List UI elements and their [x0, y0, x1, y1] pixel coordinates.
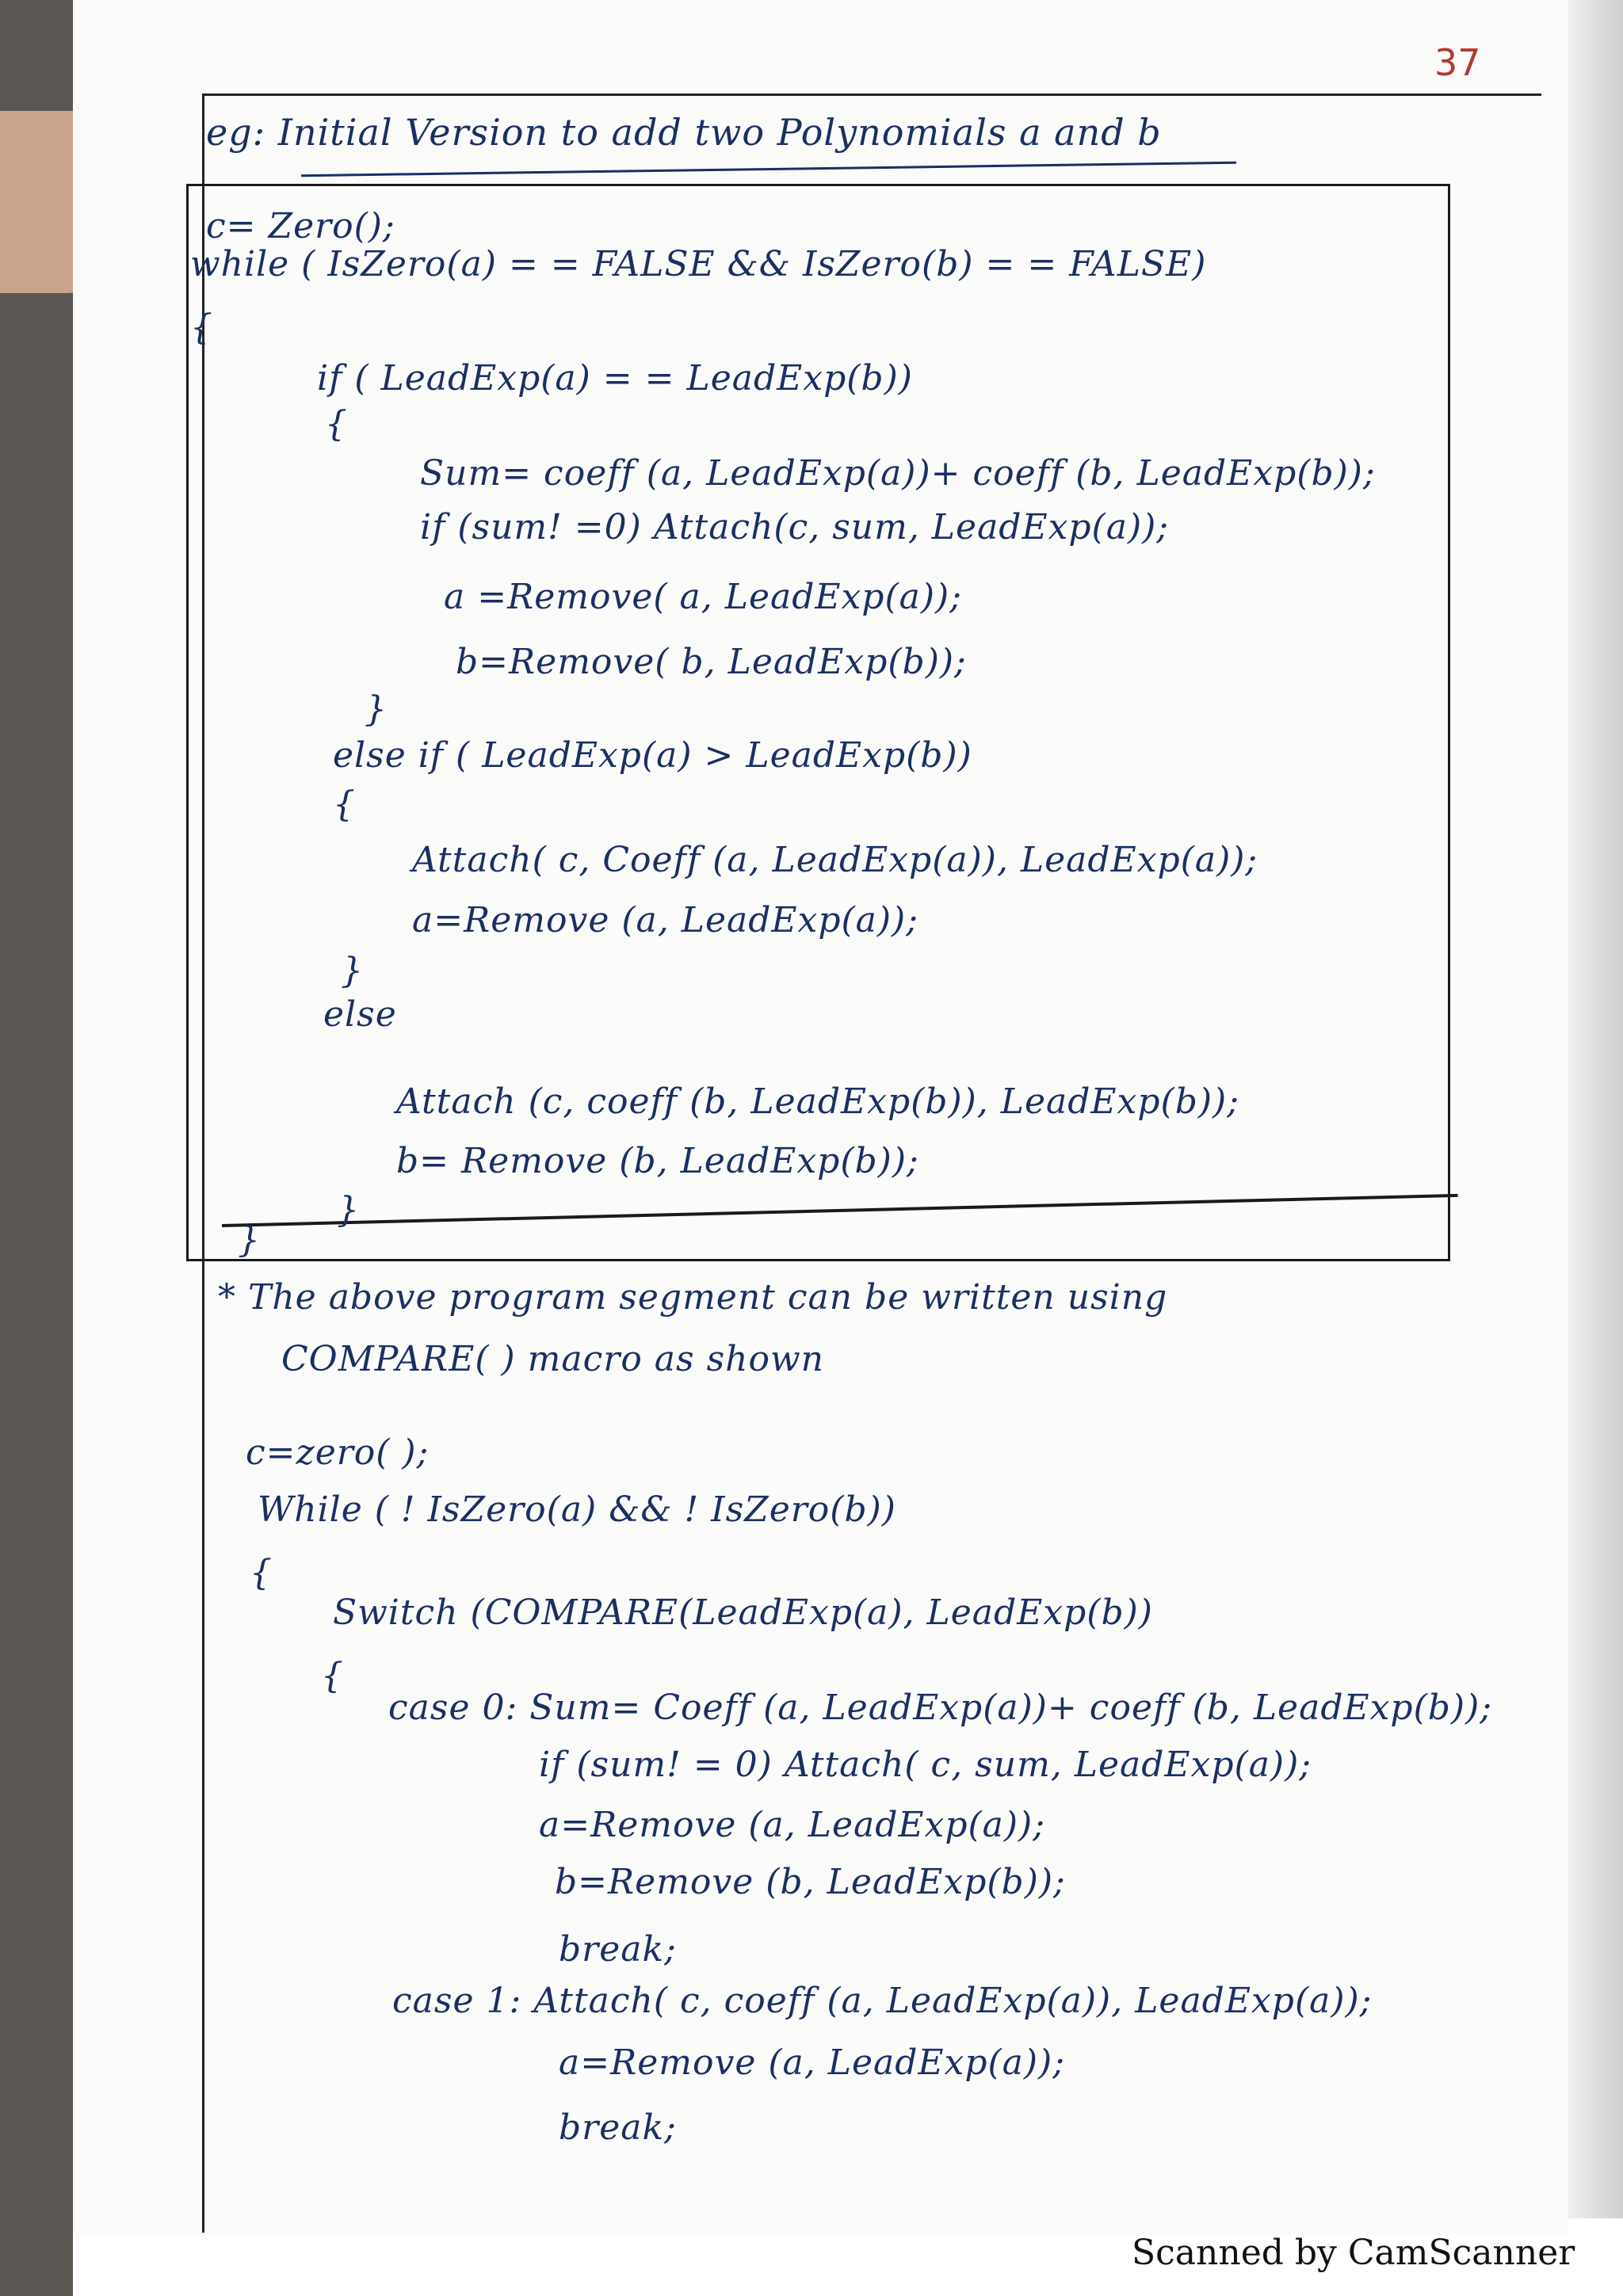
code1-line: } [337, 1190, 360, 1230]
code2-line: { [250, 1553, 273, 1593]
code1-line: { [333, 784, 356, 825]
code1-line: } [365, 689, 388, 730]
code2-line: break; [559, 2107, 677, 2148]
code2-line: b=Remove (b, LeadExp(b)); [555, 1862, 1066, 1902]
example-title: eg: Initial Version to add two Polynomials a and b [206, 111, 1162, 154]
code1-line: if ( LeadExp(a) = = LeadExp(b)) [317, 358, 913, 399]
code1-line: } [238, 1220, 261, 1261]
code1-line: if (sum! =0) Attach(c, sum, LeadExp(a)); [420, 507, 1170, 547]
code2-line: Switch (COMPARE(LeadExp(a), LeadExp(b)) [333, 1592, 1153, 1633]
code1-line: a =Remove( a, LeadExp(a)); [444, 577, 963, 617]
code1-line: Sum= coeff (a, LeadExp(a))+ coeff (b, LeadExp(b)); [420, 453, 1376, 494]
code1-line: } [341, 951, 364, 991]
code2-line: While ( ! IsZero(a) && ! IsZero(b)) [258, 1489, 896, 1530]
code1-line: Attach( c, Coeff (a, LeadExp(a)), LeadExp(a)); [412, 840, 1258, 880]
code1-line: { [190, 307, 213, 348]
scanner-left-edge [0, 0, 73, 2296]
code2-line: a=Remove (a, LeadExp(a)); [559, 2042, 1066, 2083]
code2-line: case 1: Attach( c, coeff (a, LeadExp(a)), LeadExp(a)); [392, 1981, 1373, 2021]
code1-line: else [323, 994, 397, 1035]
code1-line: { [325, 404, 348, 444]
scanner-right-edge [1568, 0, 1623, 2218]
code1-line: a=Remove (a, LeadExp(a)); [412, 900, 919, 940]
code2-line: { [321, 1656, 344, 1696]
scanner-watermark: Scanned by CamScanner [1132, 2233, 1575, 2273]
code2-line: if (sum! = 0) Attach( c, sum, LeadExp(a)); [539, 1745, 1312, 1785]
code1-line: b=Remove( b, LeadExp(b)); [456, 642, 967, 682]
page-number: 37 [1434, 41, 1481, 84]
code1-line: b= Remove (b, LeadExp(b)); [396, 1141, 919, 1181]
code1-line: while ( IsZero(a) = = FALSE && IsZero(b) = = FALSE) [190, 244, 1207, 284]
code1-line: else if ( LeadExp(a) > LeadExp(b)) [333, 735, 972, 776]
code1-line: c= Zero(); [206, 206, 395, 246]
code2-line: case 0: Sum= Coeff (a, LeadExp(a))+ coeff (b, LeadExp(b)); [388, 1688, 1493, 1728]
code2-line: a=Remove (a, LeadExp(a)); [539, 1805, 1046, 1845]
note-line: * The above program segment can be written using [218, 1277, 1168, 1318]
code1-line: Attach (c, coeff (b, LeadExp(b)), LeadExp(b)); [396, 1081, 1240, 1122]
note-line: COMPARE( ) macro as shown [281, 1339, 824, 1379]
code2-line: c=zero( ); [246, 1432, 430, 1473]
top-rule-line [202, 93, 1541, 96]
code2-line: break; [559, 1929, 677, 1970]
